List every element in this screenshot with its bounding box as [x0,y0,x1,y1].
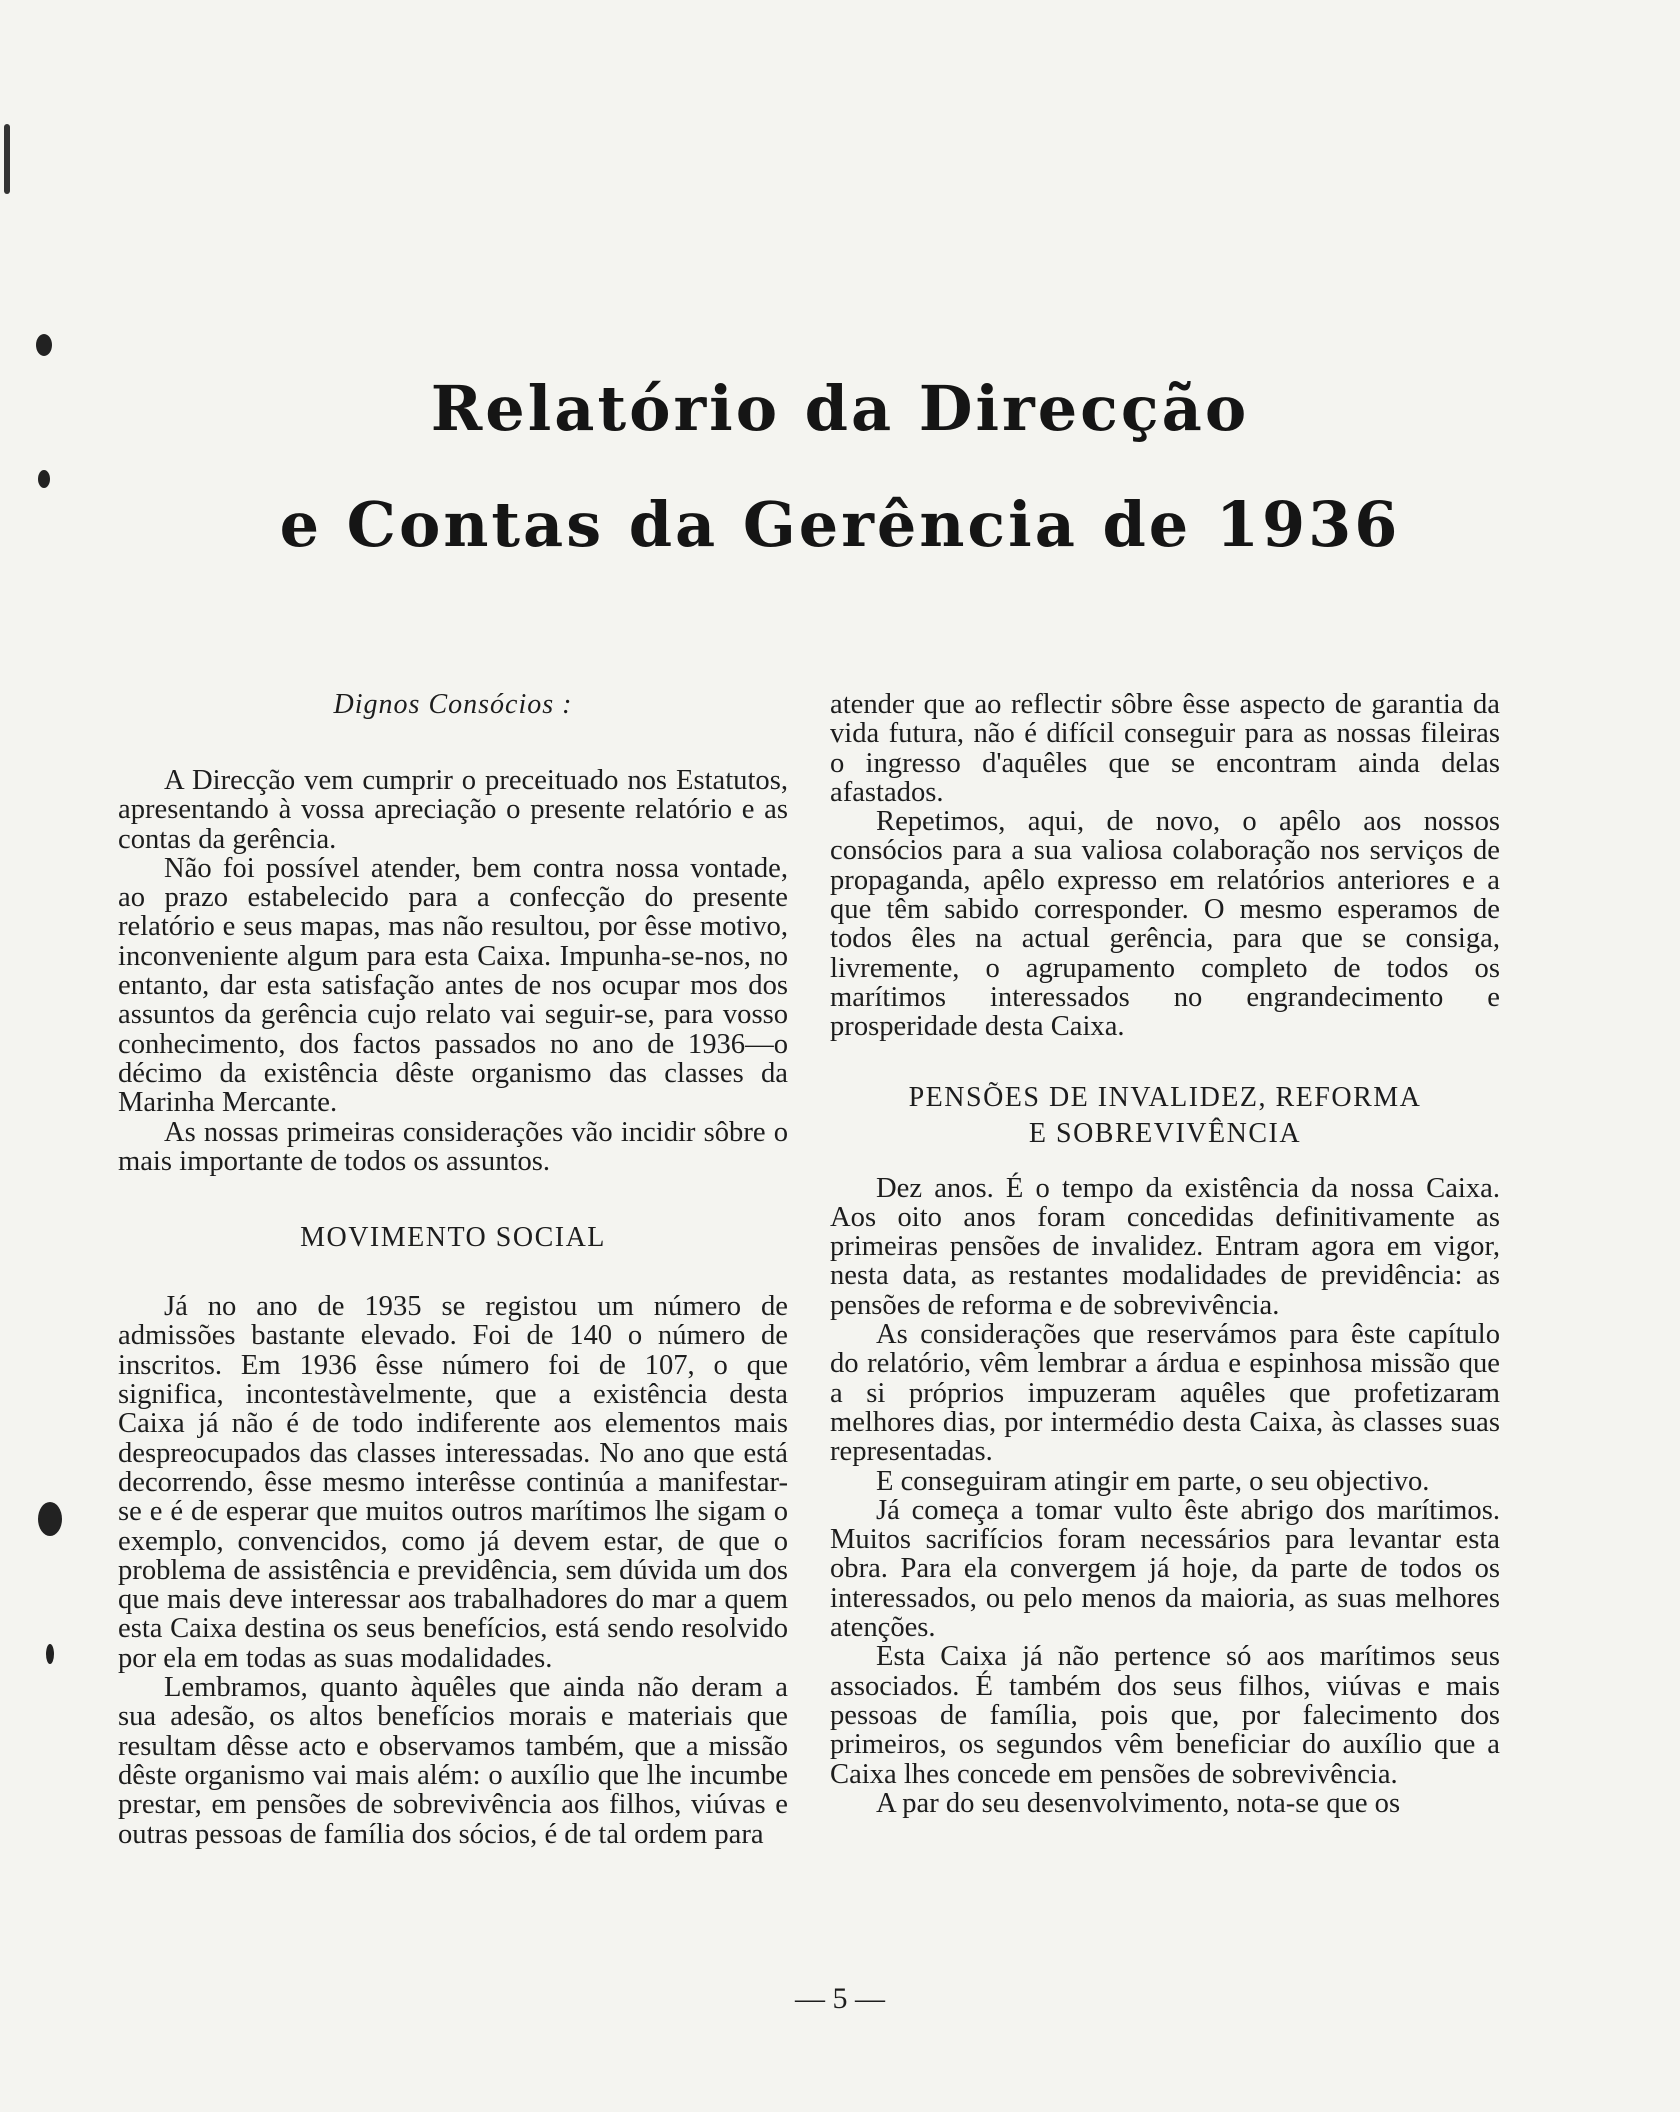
paragraph: A Direcção vem cumprir o preceituado nos Estatutos, apresentando à vossa apreciação o presente relatório e as contas da gerência. [118,765,788,855]
paragraph: Dez anos. É o tempo da existência da nossa Caixa. Aos oito anos foram concedidas definitivamente as primeiras pensões de invalidez. Entram agora em vigor, nesta data, as restantes modalidades de previdência: as pensões de reforma e de sobrevivência. [830,1172,1500,1321]
right-column [830,690,1500,1818]
paragraph: Esta Caixa já não pertence só aos marítimos seus associados. É também dos seus filhos, viúvas e mais pessoas de família, pois que, por falecimento dos primeiros, os segundos vêm beneficiar do auxílio que a Caixa lhes concede em pensões de sobrevivência. [830,1641,1500,1790]
scan-speck [38,470,50,488]
paragraph: As considerações que reservámos para êste capítulo do relatório, vêm lembrar a árdua e espinhosa missão que a si próprios impuzeram aquêles que profetizaram melhores dias, por intermédio desta Caixa, às classes suas representadas. [830,1319,1500,1468]
section-heading-pensoes [830,1080,1500,1152]
paragraph: A par do seu desenvolvimento, nota-se que os [876,1787,1401,1819]
paragraph: As nossas primeiras considerações vão incidir sôbre o mais importante de todos os assuntos. [118,1116,788,1177]
paragraph: atender que ao reflectir sôbre êsse aspecto de garantia da vida futura, não é difícil conseguir para as nossas fileiras o ingresso d'aquêles que se encontram ainda delas afastados. [830,689,1500,808]
paragraph: Não foi possível atender, bem contra nossa vontade, ao prazo estabelecido para a confecção do presente relatório e seus mapas, mas não resultou, por êsse motivo, inconveniente algum para esta Caixa. Impunha-se-nos, no entanto, dar esta satisfação antes de nos ocupar mos dos assuntos da gerência cujo relato vai seguir-se, para vosso conhecimento, dos factos passados no ano de 1936—o décimo da existência dêste organismo das classes da Marinha Mercante. [118,852,788,1119]
page-number: — 5 — [795,1982,885,2015]
left-column [118,690,788,1849]
paragraph: Repetimos, aqui, de novo, o apêlo aos nossos consócios para a sua valiosa colaboração nos serviços de propaganda, apêlo expresso em relatórios anteriores e a que têm sabido corresponder. O mesmo esperamos de todos êles na actual gerência, para que se consiga, livremente, o agrupamento completo de todos os marítimos interessados no engrandecimento e prosperidade desta Caixa. [830,806,1500,1043]
scan-speck [36,334,52,356]
scan-speck [46,1644,54,1664]
section-heading-line: PENSÕES DE INVALIDEZ, REFORMA [908,1081,1422,1113]
paragraph: Já começa a tomar vulto êste abrigo dos marítimos. Muitos sacrifícios foram necessários para levantar esta obra. Para ela convergem já hoje, da parte de todos os interessados, ou pelo menos da maioria, as suas melhores atenções. [830,1494,1500,1644]
scan-speck [4,124,10,194]
salutation: Dignos Consócios : [333,689,573,720]
section-heading-movimento-social: MOVIMENTO SOCIAL [300,1222,606,1254]
section-heading-line: E SOBREVIVÊNCIA [1028,1117,1302,1149]
scan-speck [38,1502,62,1536]
document-title-line-1: Relatório da Direcção [430,372,1250,445]
document-title-line-2: e Contas da Gerência de 1936 [279,488,1401,561]
paragraph: Já no ano de 1935 se registou um número de admissões bastante elevado. Foi de 140 o número de inscritos. Em 1936 êsse número foi de 107, o que significa, incontestàvelmente, que a existência desta Caixa já não é de todo indiferente aos elementos mais despreocupados das classes interessadas. No ano que está decorrendo, êsse mesmo interêsse continúa a manifestar-se e é de esperar que muitos outros marítimos lhe sigam o exemplo, convencidos, como já devem estar, de que o problema de assistência e previdência, sem dúvida um dos que mais deve interessar aos trabalhadores do mar a quem esta Caixa destina os seus benefícios, está sendo resolvido por ela em todas as suas modalidades. [118,1291,788,1674]
paragraph: E conseguiram atingir em parte, o seu objectivo. [876,1465,1430,1497]
paragraph: Lembramos, quanto àquêles que ainda não deram a sua adesão, os altos benefícios morais e materiais que resultam dêsse acto e observamos também, que a missão dêste organismo vai mais além: o auxílio que lhe incumbe prestar, em pensões de sobrevivência aos filhos, viúvas e outras pessoas de família dos sócios, é de tal ordem para [118,1672,788,1850]
